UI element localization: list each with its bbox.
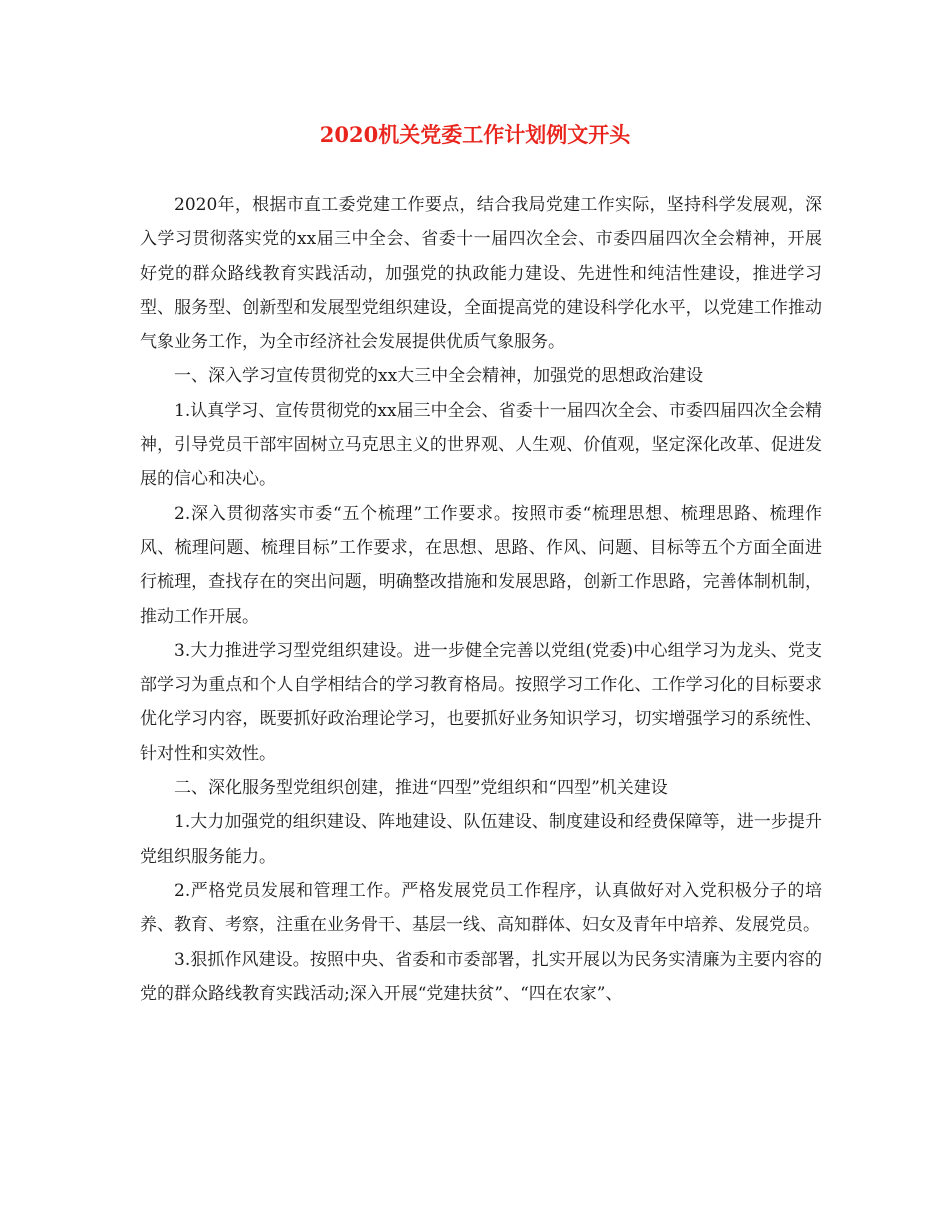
list-item: 2.深入贯彻落实市委“五个梳理”工作要求。按照市委“梳理思想、梳理思路、梳理作风、梳理问题、梳理目标”工作要求，在思想、思路、作风、问题、目标等五个方面全面进行梳理，查找存在的突出问题，明确整改措施和发展思路，创新工作思路，完善体制机制，推动工作开展。 bbox=[140, 503, 822, 627]
section-heading-1: 一、深入学习宣传贯彻党的xx大三中全会精神，加强党的思想政治建设 bbox=[174, 366, 704, 387]
document-title: 2020机关党委工作计划例文开头 bbox=[319, 122, 631, 147]
list-item: 3.狠抓作风建设。按照中央、省委和市委部署，扎实开展以为民务实清廉为主要内容的党的群众路线教育实践活动;深入开展“党建扶贫”、“四在农家”、 bbox=[140, 949, 822, 1004]
list-item: 3.大力推进学习型党组织建设。进一步健全完善以党组(党委)中心组学习为龙头、党支部学习为重点和个人自学相结合的学习教育格局。按照学习工作化、工作学习化的目标要求优化学习内容，既要抓好政治理论学习，也要抓好业务知识学习，切实增强学习的系统性、针对性和实效性。 bbox=[140, 640, 822, 764]
list-item: 1.大力加强党的组织建设、阵地建设、队伍建设、制度建设和经费保障等，进一步提升党组织服务能力。 bbox=[140, 812, 822, 867]
paragraph-intro: 2020年，根据市直工委党建工作要点，结合我局党建工作实际，坚持科学发展观，深入学习贯彻落实党的xx届三中全会、省委十一届四次全会、市委四届四次全会精神，开展好党的群众路线教育实践活动，加强党的执政能力建设、先进性和纯洁性建设，推进学习型、服务型、创新型和发展型党组织建设，全面提高党的建设科学化水平，以党建工作推动气象业务工作，为全市经济社会发展提供优质气象服务。 bbox=[140, 195, 822, 353]
list-item: 2.严格党员发展和管理工作。严格发展党员工作程序，认真做好对入党积极分子的培养、教育、考察，注重在业务骨干、基层一线、高知群体、妇女及青年中培养、发展党员。 bbox=[140, 880, 822, 936]
document-body bbox=[140, 188, 822, 1011]
list-item: 1.认真学习、宣传贯彻党的xx届三中全会、省委十一届四次全会、市委四届四次全会精神，引导党员干部牢固树立马克思主义的世界观、人生观、价值观，坚定深化改革、促进发展的信心和决心。 bbox=[140, 400, 822, 490]
section-heading-2: 二、深化服务型党组织创建，推进“四型”党组织和“四型”机关建设 bbox=[174, 778, 668, 799]
